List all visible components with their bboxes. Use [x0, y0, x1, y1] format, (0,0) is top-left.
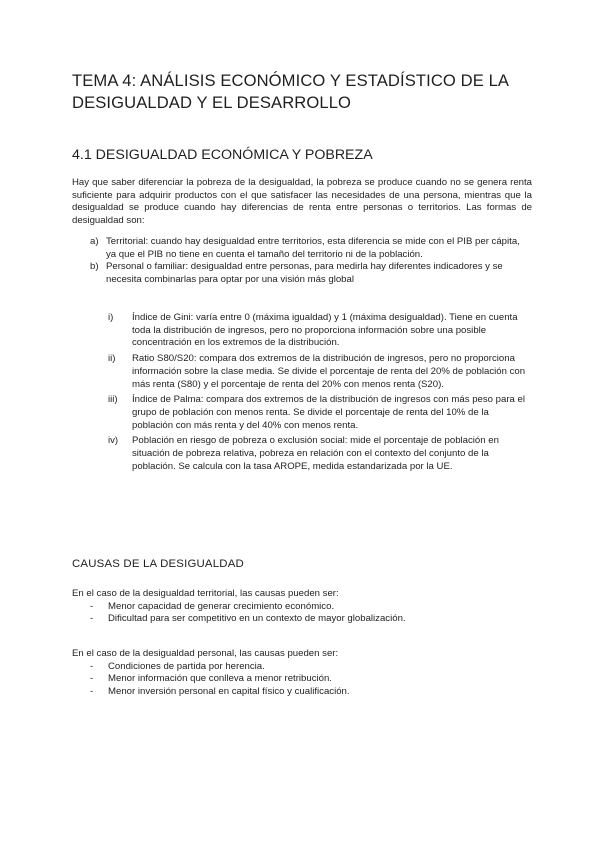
territorial-causes-list — [72, 601, 532, 626]
territorial-causes — [72, 588, 532, 626]
personal-causes-list — [72, 661, 532, 699]
indicators-list — [72, 312, 532, 473]
list-item-text: Territorial: cuando hay desigualdad entre territorios, esta diferencia se mide con el PIB per cápita, ya que el PIB no tiene en cuenta el tamaño del territorio ni de la población. — [106, 236, 520, 260]
indicator-gini — [72, 312, 532, 350]
list-marker: iii) — [108, 394, 118, 406]
list-item — [72, 613, 532, 626]
indicator-text: Índice de Gini: varía entre 0 (máxima igualdad) y 1 (máxima desigualdad). Tiene en cuenta toda la distribución de ingresos, pero no proporciona información sobre una posible concentración en los extremos de la distribución. — [132, 312, 518, 349]
list-item-text: Dificultad para ser competitivo en un contexto de mayor globalización. — [108, 613, 406, 625]
list-item-text: Menor información que conlleva a menor retribución. — [108, 673, 332, 685]
indicator-text: Índice de Palma: compara dos extremos de la distribución de ingresos con más peso para el grupo de población con menos renta. Se divide el porcentaje de renta del 10% de la población con más renta y del 40% con menos renta. — [132, 394, 526, 431]
list-item — [72, 686, 532, 699]
intro-paragraph: Hay que saber diferenciar la pobreza de la desigualdad, la pobreza se produce cuando no se genera renta suficiente para adquirir productos con el que satisfacer las necesidades de una persona, mientras que la desigualdad se produce cuando hay diferencias de renta entre personas o territorios. Las formas de desigualdad son: — [72, 177, 532, 227]
dash-marker: - — [90, 613, 94, 625]
list-marker: i) — [108, 312, 114, 323]
list-marker: ii) — [108, 353, 116, 365]
section-heading: 4.1 DESIGUALDAD ECONÓMICA Y POBREZA — [72, 147, 373, 163]
list-item — [72, 673, 532, 686]
list-item-personal — [72, 261, 532, 286]
indicator-text: Población en riesgo de pobreza o exclusión social: mide el porcentaje de población en situación de pobreza relativa, pobreza en relación con el contexto del conjunto de la población. Se calcula con la tasa AROPE, medida estandarizada por la UE. — [132, 435, 499, 472]
dash-marker: - — [90, 660, 94, 672]
dash-marker: - — [90, 673, 94, 685]
dash-marker: - — [90, 686, 94, 698]
document-title: TEMA 4: ANÁLISIS ECONÓMICO Y ESTADÍSTICO DE LA DESIGUALDAD Y EL DESARROLLO — [72, 71, 509, 112]
list-item-text: Menor capacidad de generar crecimiento económico. — [108, 600, 335, 612]
list-item-text: Condiciones de partida por herencia. — [108, 660, 265, 672]
indicator-s80-s20 — [72, 353, 532, 391]
list-marker: iv) — [108, 435, 119, 447]
list-item-territorial — [72, 236, 532, 261]
list-marker: a) — [90, 236, 99, 247]
personal-causes — [72, 648, 532, 699]
territorial-causes-lead: En el caso de la desigualdad territorial, las causas pueden ser: — [72, 588, 339, 599]
list-item-text: Menor inversión personal en capital físico y cualificación. — [108, 686, 350, 698]
inequality-forms-list — [72, 236, 532, 287]
indicator-text: Ratio S80/S20: compara dos extremos de la distribución de ingresos, pero no proporciona información sobre la clase media. Se divide el porcentaje de renta del 20% de población con más renta (S80) y el porcentaje de renta del 20% con menos renta (S20). — [132, 353, 526, 390]
indicator-arope — [72, 435, 532, 473]
list-marker: b) — [90, 261, 99, 273]
list-item-text: Personal o familiar: desigualdad entre personas, para medirla hay diferentes indicadores y se necesita combinarlas para optar por una visión más global — [106, 261, 503, 286]
causes-heading: CAUSAS DE LA DESIGUALDAD — [72, 558, 244, 570]
list-item — [72, 661, 532, 674]
indicator-palma — [72, 394, 532, 432]
list-item — [72, 601, 532, 614]
personal-causes-lead: En el caso de la desigualdad personal, las causas pueden ser: — [72, 648, 339, 659]
dash-marker: - — [90, 600, 94, 612]
